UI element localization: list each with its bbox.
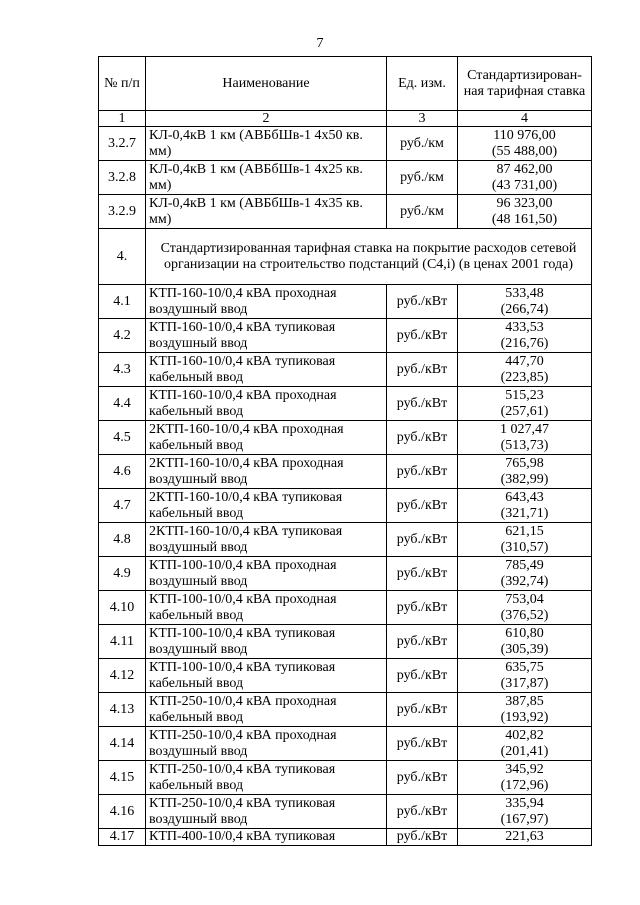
table-row	[99, 285, 592, 319]
rate-value-cell	[458, 421, 592, 455]
row-unit: руб./кВт	[387, 727, 458, 761]
row-number: 4.3	[99, 353, 146, 387]
header-value: Стандартизирован-ная тарифная ставка	[458, 57, 592, 111]
row-name: КТП-100-10/0,4 кВА тупиковая кабельный ввод	[146, 659, 387, 693]
rate-value-cell	[458, 693, 592, 727]
section-row	[99, 229, 592, 285]
rate-value: 96 323,00	[496, 195, 553, 211]
rate-value-cell	[458, 127, 592, 161]
table-row	[99, 557, 592, 591]
rate-value: 433,53	[505, 319, 544, 335]
row-number: 4.16	[99, 795, 146, 829]
row-number: 4.5	[99, 421, 146, 455]
rate-value-secondary: (43 731,00)	[491, 177, 558, 193]
rate-value: 87 462,00	[496, 161, 553, 177]
rate-value: 447,70	[505, 353, 544, 369]
column-index: 4	[458, 111, 592, 127]
row-number: 4.8	[99, 523, 146, 557]
row-name: КЛ-0,4кВ 1 км (АВБбШв-1 4х35 кв. мм)	[146, 195, 387, 229]
row-name: 2КТП-160-10/0,4 кВА проходная кабельный ввод	[146, 421, 387, 455]
rate-value-cell	[458, 829, 592, 846]
rate-value: 533,48	[505, 285, 544, 301]
row-number: 3.2.9	[99, 195, 146, 229]
rate-value: 635,75	[505, 659, 544, 675]
rate-value-secondary: (392,74)	[500, 573, 549, 589]
row-number: 3.2.7	[99, 127, 146, 161]
row-unit: руб./кВт	[387, 829, 458, 846]
row-name: КТП-250-10/0,4 кВА проходная воздушный ввод	[146, 727, 387, 761]
row-name: КТП-100-10/0,4 кВА тупиковая воздушный ввод	[146, 625, 387, 659]
table-row	[99, 761, 592, 795]
rate-value: 387,85	[505, 693, 544, 709]
row-unit: руб./км	[387, 161, 458, 195]
row-number: 4.14	[99, 727, 146, 761]
table-row	[99, 421, 592, 455]
rate-value-secondary: (223,85)	[500, 369, 549, 385]
rate-value-cell	[458, 761, 592, 795]
rate-value: 610,80	[505, 625, 544, 641]
rate-value: 345,92	[505, 761, 544, 777]
row-name: КТП-160-10/0,4 кВА проходная воздушный ввод	[146, 285, 387, 319]
table-row	[99, 455, 592, 489]
rate-value: 335,94	[505, 795, 544, 811]
page-number: 7	[316, 36, 324, 51]
row-name: 2КТП-160-10/0,4 кВА тупиковая воздушный ввод	[146, 523, 387, 557]
row-number: 4.13	[99, 693, 146, 727]
row-name: КТП-400-10/0,4 кВА тупиковая	[146, 829, 387, 846]
rate-value-cell	[458, 625, 592, 659]
row-name: КТП-250-10/0,4 кВА тупиковая кабельный ввод	[146, 761, 387, 795]
rate-value-secondary: (201,41)	[500, 743, 549, 759]
row-unit: руб./кВт	[387, 659, 458, 693]
rate-value: 221,63	[505, 829, 544, 844]
rate-value-secondary: (513,73)	[500, 437, 549, 453]
row-number: 4.2	[99, 319, 146, 353]
rate-value-secondary: (55 488,00)	[491, 143, 558, 159]
row-number: 3.2.8	[99, 161, 146, 195]
rate-value-cell	[458, 727, 592, 761]
row-name: КТП-160-10/0,4 кВА проходная кабельный ввод	[146, 387, 387, 421]
rate-value-cell	[458, 523, 592, 557]
table-row	[99, 319, 592, 353]
table-row	[99, 387, 592, 421]
rate-value: 765,98	[505, 455, 544, 471]
header-name: Наименование	[146, 57, 387, 111]
table-row	[99, 625, 592, 659]
row-unit: руб./кВт	[387, 795, 458, 829]
table-row	[99, 489, 592, 523]
rate-value: 1 027,47	[500, 421, 549, 437]
rate-value: 785,49	[505, 557, 544, 573]
rate-value-cell	[458, 659, 592, 693]
header-unit: Ед. изм.	[387, 57, 458, 111]
rate-value: 753,04	[505, 591, 544, 607]
table-row	[99, 727, 592, 761]
column-index: 2	[146, 111, 387, 127]
rate-value-secondary: (266,74)	[500, 301, 549, 317]
rate-value-cell	[458, 557, 592, 591]
table-row	[99, 829, 592, 846]
rate-value-secondary: (382,99)	[500, 471, 549, 487]
row-number: 4.12	[99, 659, 146, 693]
row-name: КТП-160-10/0,4 кВА тупиковая кабельный ввод	[146, 353, 387, 387]
rate-value: 621,15	[505, 523, 544, 539]
tariff-table	[98, 56, 592, 846]
table-row	[99, 795, 592, 829]
rate-value-cell	[458, 161, 592, 195]
row-number: 4.10	[99, 591, 146, 625]
table-row	[99, 693, 592, 727]
header-num: № п/п	[99, 57, 146, 111]
row-name: КТП-250-10/0,4 кВА тупиковая воздушный ввод	[146, 795, 387, 829]
row-number: 4.4	[99, 387, 146, 421]
rate-value-secondary: (310,57)	[500, 539, 549, 555]
rate-value-secondary: (257,61)	[500, 403, 549, 419]
rate-value: 515,23	[505, 387, 544, 403]
row-name: КТП-250-10/0,4 кВА проходная кабельный ввод	[146, 693, 387, 727]
row-number: 4.11	[99, 625, 146, 659]
rate-value-cell	[458, 489, 592, 523]
row-unit: руб./кВт	[387, 387, 458, 421]
row-unit: руб./кВт	[387, 693, 458, 727]
row-number: 4.17	[99, 829, 146, 846]
rate-value-secondary: (172,96)	[500, 777, 549, 793]
rate-value-cell	[458, 795, 592, 829]
row-unit: руб./кВт	[387, 625, 458, 659]
row-unit: руб./кВт	[387, 285, 458, 319]
rate-value-secondary: (48 161,50)	[491, 211, 558, 227]
table-row	[99, 353, 592, 387]
table-row	[99, 591, 592, 625]
row-unit: руб./км	[387, 127, 458, 161]
rate-value-cell	[458, 455, 592, 489]
rate-value-secondary: (317,87)	[500, 675, 549, 691]
row-unit: руб./км	[387, 195, 458, 229]
row-name: 2КТП-160-10/0,4 кВА проходная воздушный ввод	[146, 455, 387, 489]
rate-value-secondary: (376,52)	[500, 607, 549, 623]
column-index: 1	[99, 111, 146, 127]
rate-value-secondary: (193,92)	[500, 709, 549, 725]
row-name: 2КТП-160-10/0,4 кВА тупиковая кабельный ввод	[146, 489, 387, 523]
row-name: КТП-160-10/0,4 кВА тупиковая воздушный ввод	[146, 319, 387, 353]
row-unit: руб./кВт	[387, 455, 458, 489]
rate-value-cell	[458, 591, 592, 625]
rate-value-secondary: (321,71)	[500, 505, 549, 521]
table-row	[99, 659, 592, 693]
row-unit: руб./кВт	[387, 489, 458, 523]
row-name: КТП-100-10/0,4 кВА проходная воздушный ввод	[146, 557, 387, 591]
row-name: КЛ-0,4кВ 1 км (АВБбШв-1 4х50 кв. мм)	[146, 127, 387, 161]
rate-value-cell	[458, 353, 592, 387]
rate-value-secondary: (167,97)	[500, 811, 549, 827]
column-index-row	[99, 111, 592, 127]
section-title: Стандартизированная тарифная ставка на покрытие расходов сетевой организации на строительство подстанций (С4,i) (в ценах 2001 года)	[146, 229, 592, 285]
row-unit: руб./кВт	[387, 557, 458, 591]
row-number: 4.6	[99, 455, 146, 489]
column-index: 3	[387, 111, 458, 127]
rate-value: 643,43	[505, 489, 544, 505]
table-row	[99, 161, 592, 195]
rate-value-cell	[458, 319, 592, 353]
rate-value-secondary: (216,76)	[500, 335, 549, 351]
rate-value-cell	[458, 387, 592, 421]
row-unit: руб./кВт	[387, 353, 458, 387]
table-row	[99, 127, 592, 161]
row-number: 4.9	[99, 557, 146, 591]
row-unit: руб./кВт	[387, 319, 458, 353]
row-number: 4.1	[99, 285, 146, 319]
row-unit: руб./кВт	[387, 421, 458, 455]
table-row	[99, 523, 592, 557]
row-unit: руб./кВт	[387, 523, 458, 557]
row-unit: руб./кВт	[387, 761, 458, 795]
rate-value: 402,82	[505, 727, 544, 743]
rate-value-cell	[458, 285, 592, 319]
row-unit: руб./кВт	[387, 591, 458, 625]
rate-value: 110 976,00	[493, 127, 556, 143]
rate-value-cell	[458, 195, 592, 229]
row-number: 4.7	[99, 489, 146, 523]
row-name: КЛ-0,4кВ 1 км (АВБбШв-1 4х25 кв. мм)	[146, 161, 387, 195]
rate-value-secondary: (305,39)	[500, 641, 549, 657]
row-number: 4.15	[99, 761, 146, 795]
table-header-row	[99, 57, 592, 111]
section-number: 4.	[99, 229, 146, 285]
row-name: КТП-100-10/0,4 кВА проходная кабельный ввод	[146, 591, 387, 625]
table-row	[99, 195, 592, 229]
